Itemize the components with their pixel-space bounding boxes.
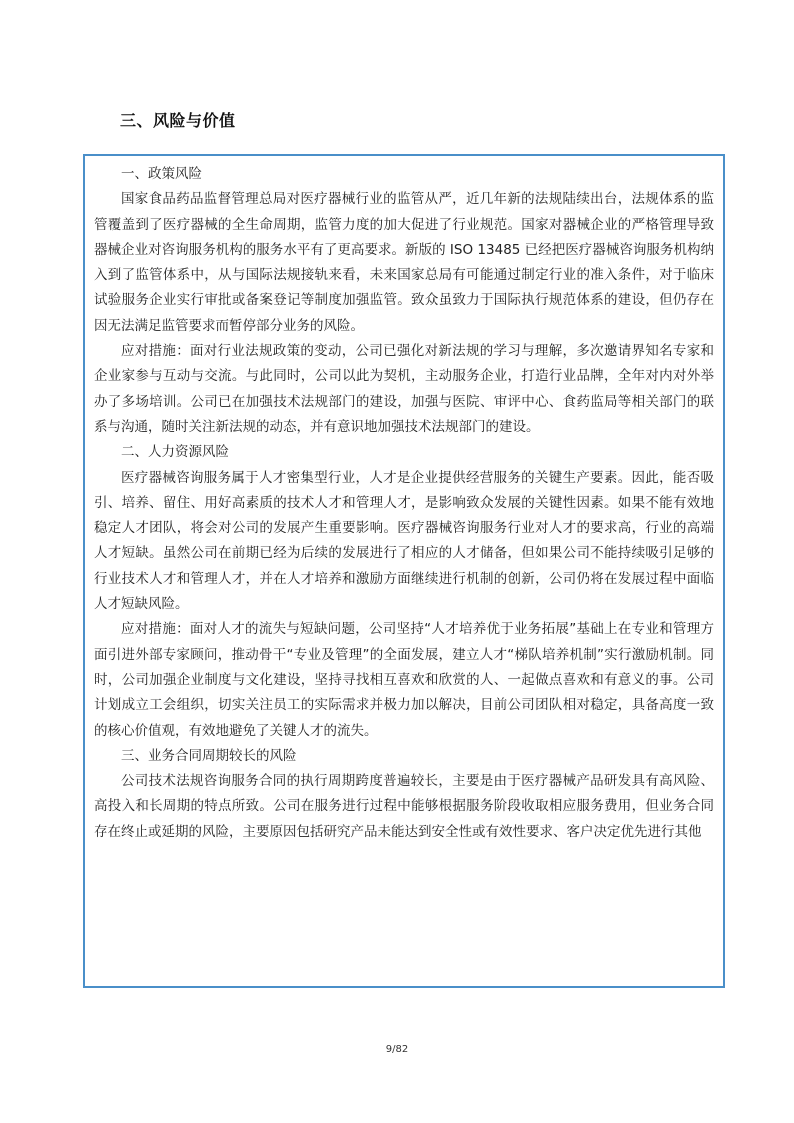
page-number: 9/82 [385, 1044, 409, 1055]
heading-hr-risk: 二、人力资源风险 [121, 444, 229, 461]
heading-policy-risk: 一、政策风险 [121, 166, 202, 182]
paragraph-policy-measures: 应对措施：面对行业法规政策的变动，公司已强化对新法规的学习与理解，多次邀请界知名专家和企业家参与互动与交流。与此同时，公司以此为契机，主动服务企业，打造行业品牌，全年对内对外举办了多场培训。公司已在加强技术法规部门的建设，加强与医院、审评中心、食药监局等相关部门的联系与沟通，随时关注新法规的动态，并有意识地加强技术法规部门的建设。 [94, 343, 714, 435]
heading-contract-risk: 三、业务合同周期较长的风险 [121, 747, 297, 764]
paragraph-hr-risk: 医疗器械咨询服务属于人才密集型行业，人才是企业提供经营服务的关键生产要素。因此，能否吸引、培养、留住、用好高素质的技术人才和管理人才，是影响致众发展的关键性因素。如果不能有效地稳定人才团队，将会对公司的发展产生重要影响。医疗器械咨询服务行业对人才的要求高，行业的高端人才短缺。虽然公司在前期已经为后续的发展进行了相应的人才储备，但如果公司不能持续吸引足够的行业技术人才和管理人才，并在人才培养和激励方面继续进行机制的创新，公司仍将在发展过程中面临人才短缺风险。 [94, 469, 714, 613]
paragraph-contract-risk: 公司技术法规咨询服务合同的执行周期跨度普遍较长，主要是由于医疗器械产品研发具有高风险、高投入和长周期的特点所致。公司在服务进行过程中能够根据服务阶段收取相应服务费用，但业务合同存在终止或延期的风险，主要原因包括研究产品未能达到安全性或有效性要求、客户决定优先进行其他 [94, 773, 714, 840]
paragraph-policy-risk: 国家食品药品监督管理总局对医疗器械行业的监管从严，近几年新的法规陆续出台，法规体系的监管覆盖到了医疗器械的全生命周期，监管力度的加大促进了行业规范。国家对器械企业的严格管理导致器械企业对咨询服务机构的服务水平有了更高要求。新版的 ISO 13485 已经把医疗器械咨询服务机构纳入到了监管体系中，从与国际法规接轨来看，未来国家总局有可能通过制定行业的准入条件，对于临床试验服务企业实行审批或备案登记等制度加强监管。致众虽致力于国际执行规范体系的建设，但仍存在因无法满足监管要求而暂停部分业务的风险。 [94, 191, 714, 334]
paragraph-hr-measures: 应对措施：面对人才的流失与短缺问题，公司坚持“人才培养优于业务拓展”基础上在专业和管理方面引进外部专家顾问，推动骨干“专业及管理”的全面发展，建立人才“梯队培养机制”实行激励机制。同时，公司加强企业制度与文化建设，坚持寻找相互喜欢和欣赏的人、一起做点喜欢和有意义的事。公司计划成立工会组织，切实关注员工的实际需求并极力加以解决，目前公司团队相对稳定，具备高度一致的核心价值观，有效地避免了关键人才的流失。 [94, 621, 714, 739]
section-title: 三、风险与价值 [120, 111, 236, 130]
content-box [83, 154, 725, 988]
